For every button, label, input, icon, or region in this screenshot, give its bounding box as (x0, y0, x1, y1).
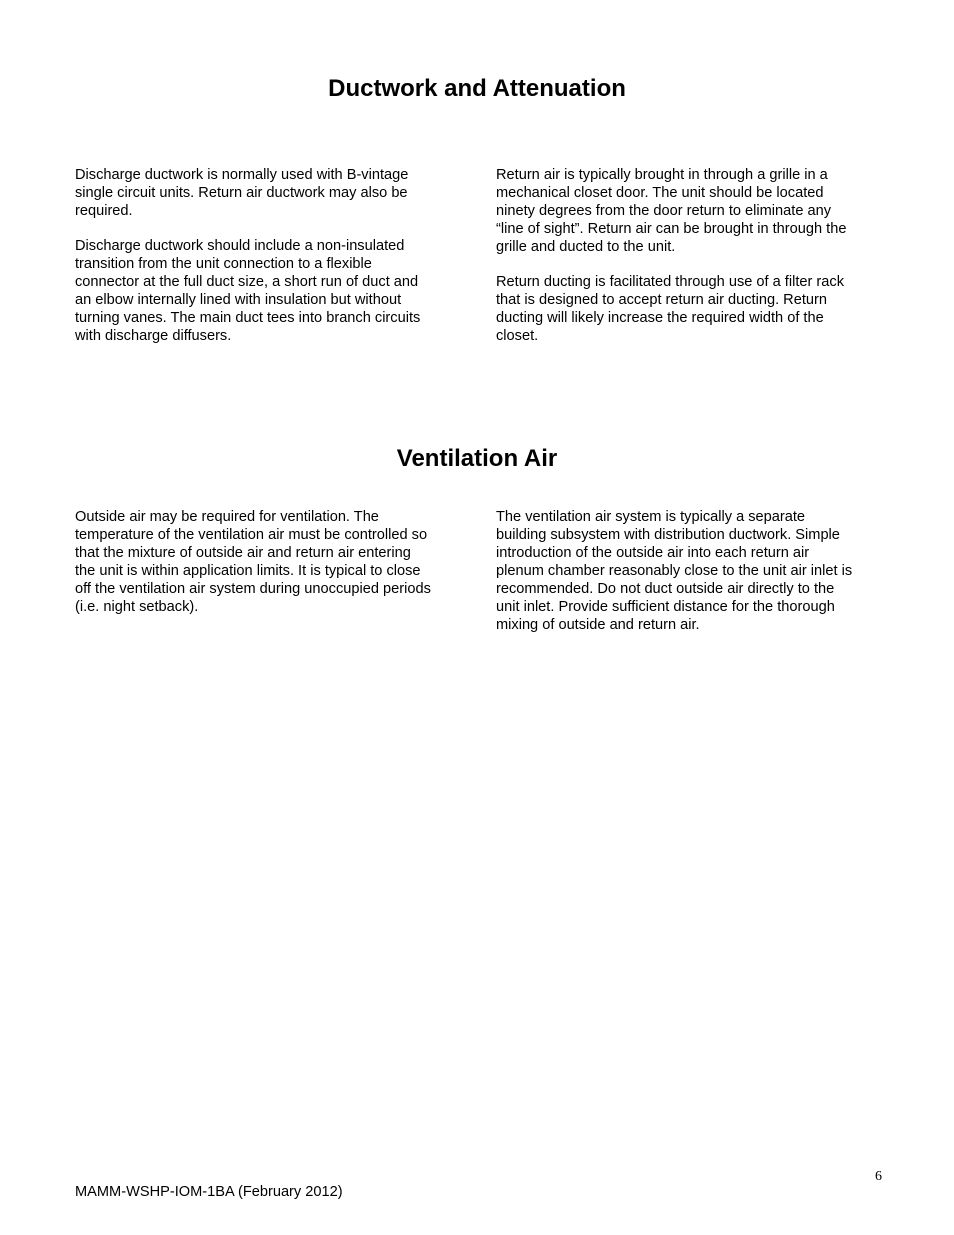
paragraph: Discharge ductwork should include a non-insulated transition from the unit connection to a flexible connector at the full duct size, a short run of duct and an elbow internally lined with insulation but without turning vanes. The main duct tees into branch circuits with discharge diffusers. (75, 238, 421, 344)
ductwork-right-column (496, 166, 888, 345)
paragraph: Outside air may be required for ventilation. The temperature of the ventilation air must be controlled so that the mixture of outside air and return air entering the unit is within application limits. It is typical to close off the ventilation air system during unoccupied periods (i.e. night setback). (75, 509, 431, 615)
paragraph: Discharge ductwork is normally used with B-vintage single circuit units. Return air ductwork may also be required. (75, 167, 409, 219)
footer-document-id: MAMM-WSHP-IOM-1BA (February 2012) (75, 1184, 343, 1200)
paragraph: The ventilation air system is typically a separate building subsystem with distribution ductwork. Simple introduction of the outside air into each return air plenum chamber reasonably close to the unit air inlet is recommended. Do not duct outside air directly to the unit inlet. Provide sufficient distance for the thorough mixing of outside and return air. (496, 509, 853, 633)
page-number: 6 (875, 1169, 882, 1184)
paragraph: Return air is typically brought in through a grille in a mechanical closet door. The unit should be located ninety degrees from the door return to eliminate any “line of sight”. Return air can be brought in through the grille and ducted to the unit. (496, 167, 847, 255)
ventilation-right-column (496, 508, 888, 634)
section-title-ventilation: Ventilation Air (396, 445, 558, 472)
section-title-ductwork: Ductwork and Attenuation (328, 75, 626, 102)
ductwork-left-column (75, 166, 467, 345)
paragraph: Return ducting is facilitated through use of a filter rack that is designed to accept return air ducting. Return ducting will likely increase the required width of the closet. (496, 274, 844, 344)
ventilation-left-column (75, 508, 467, 616)
